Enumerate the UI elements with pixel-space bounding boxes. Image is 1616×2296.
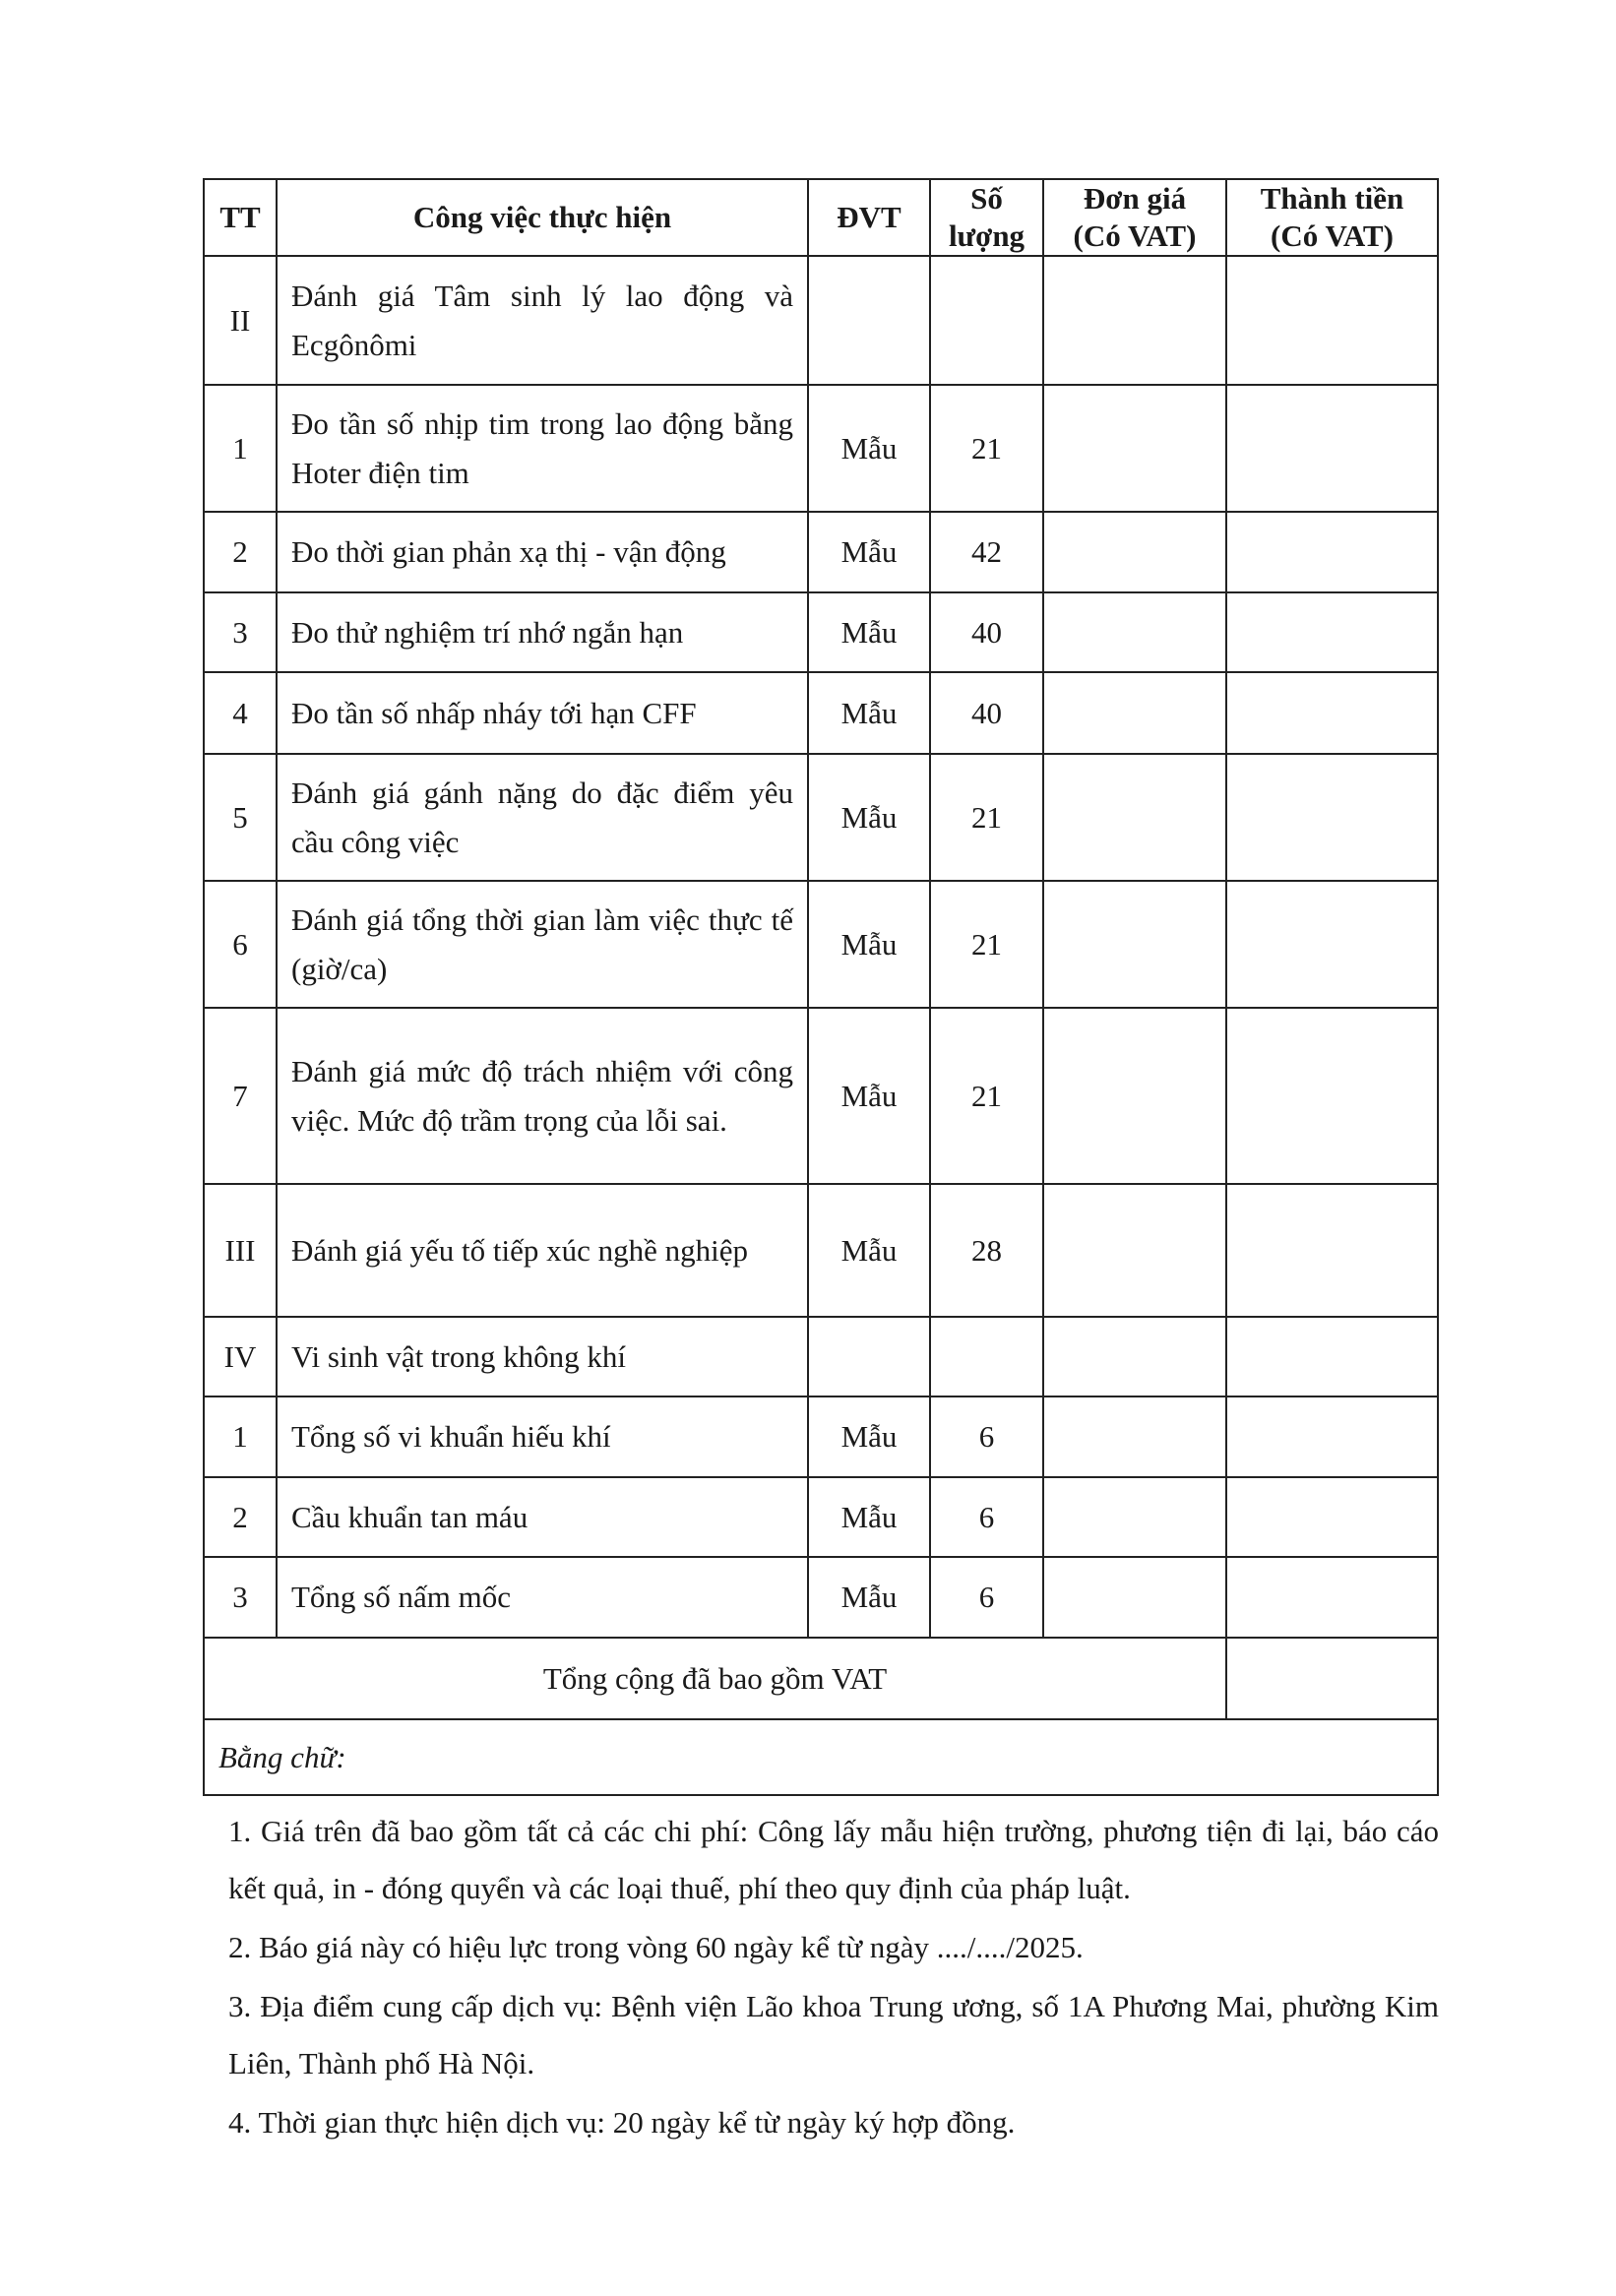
header-quantity: Số lượng xyxy=(930,179,1043,256)
row-amount xyxy=(1226,385,1438,512)
header-work: Công việc thực hiện xyxy=(277,179,808,256)
row-unit-price xyxy=(1043,1008,1226,1184)
row-quantity: 21 xyxy=(930,1008,1043,1184)
row-amount xyxy=(1226,256,1438,385)
row-unit-price xyxy=(1043,385,1226,512)
row-quantity: 6 xyxy=(930,1557,1043,1638)
table-header-row xyxy=(204,179,1438,256)
row-amount xyxy=(1226,1317,1438,1396)
row-dvt: Mẫu xyxy=(808,881,930,1008)
row-quantity: 21 xyxy=(930,754,1043,881)
row-unit-price xyxy=(1043,592,1226,672)
row-tt: 3 xyxy=(204,592,277,672)
row-amount xyxy=(1226,1184,1438,1317)
row-work: Đánh giá gánh nặng do đặc điểm yêu cầu công việc xyxy=(277,754,808,881)
row-quantity xyxy=(930,1317,1043,1396)
row-amount xyxy=(1226,881,1438,1008)
note-item: 4. Thời gian thực hiện dịch vụ: 20 ngày kể từ ngày ký hợp đồng. xyxy=(228,2105,1016,2140)
header-dvt: ĐVT xyxy=(808,179,930,256)
row-quantity: 6 xyxy=(930,1477,1043,1557)
row-tt: 2 xyxy=(204,1477,277,1557)
row-quantity: 21 xyxy=(930,385,1043,512)
table-row xyxy=(204,1008,1438,1184)
row-amount xyxy=(1226,592,1438,672)
row-work: Đo tần số nhịp tim trong lao động bằng Hoter điện tim xyxy=(277,385,808,512)
row-dvt: Mẫu xyxy=(808,1477,930,1557)
row-tt: 1 xyxy=(204,385,277,512)
table-row xyxy=(204,512,1438,592)
row-work: Đánh giá yếu tố tiếp xúc nghề nghiệp xyxy=(277,1184,808,1317)
table-row xyxy=(204,592,1438,672)
row-unit-price xyxy=(1043,881,1226,1008)
row-tt: II xyxy=(204,256,277,385)
total-row xyxy=(204,1638,1438,1719)
table-row xyxy=(204,881,1438,1008)
table-row xyxy=(204,1477,1438,1557)
total-label: Tổng cộng đã bao gồm VAT xyxy=(204,1638,1226,1719)
row-quantity xyxy=(930,256,1043,385)
row-work: Đánh giá Tâm sinh lý lao động và Ecgônômi xyxy=(277,256,808,385)
row-quantity: 28 xyxy=(930,1184,1043,1317)
table-row xyxy=(204,672,1438,754)
row-tt: 1 xyxy=(204,1396,277,1477)
row-work: Vi sinh vật trong không khí xyxy=(277,1317,808,1396)
row-amount xyxy=(1226,1477,1438,1557)
row-tt: 7 xyxy=(204,1008,277,1184)
row-work: Đánh giá mức độ trách nhiệm với công việc. Mức độ trầm trọng của lỗi sai. xyxy=(277,1008,808,1184)
row-quantity: 21 xyxy=(930,881,1043,1008)
in-words-row xyxy=(204,1719,1438,1795)
table-row xyxy=(204,1184,1438,1317)
row-work: Đánh giá tổng thời gian làm việc thực tế (giờ/ca) xyxy=(277,881,808,1008)
row-amount xyxy=(1226,1557,1438,1638)
row-amount xyxy=(1226,1396,1438,1477)
in-words-label: Bằng chữ: xyxy=(204,1719,1438,1795)
total-amount xyxy=(1226,1638,1438,1719)
row-amount xyxy=(1226,1008,1438,1184)
row-tt: 6 xyxy=(204,881,277,1008)
quotation-table xyxy=(203,178,1439,1796)
row-quantity: 42 xyxy=(930,512,1043,592)
header-unit-price: Đơn giá (Có VAT) xyxy=(1043,179,1226,256)
row-tt: III xyxy=(204,1184,277,1317)
row-amount xyxy=(1226,754,1438,881)
table-row xyxy=(204,256,1438,385)
table-row xyxy=(204,1317,1438,1396)
header-tt: TT xyxy=(204,179,277,256)
row-tt: 4 xyxy=(204,672,277,754)
note-item: 3. Địa điểm cung cấp dịch vụ: Bệnh viện Lão khoa Trung ương, số 1A Phương Mai, phường Kim Liên, Thành phố Hà Nội. xyxy=(228,1989,1439,2080)
row-tt: IV xyxy=(204,1317,277,1396)
row-work: Đo thời gian phản xạ thị - vận động xyxy=(277,512,808,592)
row-work: Cầu khuẩn tan máu xyxy=(277,1477,808,1557)
row-tt: 3 xyxy=(204,1557,277,1638)
row-unit-price xyxy=(1043,754,1226,881)
row-unit-price xyxy=(1043,1557,1226,1638)
row-unit-price xyxy=(1043,512,1226,592)
row-dvt: Mẫu xyxy=(808,592,930,672)
row-dvt: Mẫu xyxy=(808,512,930,592)
note-item: 1. Giá trên đã bao gồm tất cả các chi phí: Công lấy mẫu hiện trường, phương tiện đi lại, báo cáo kết quả, in - đóng quyển và các loại thuế, phí theo quy định của pháp luật. xyxy=(228,1814,1439,1905)
row-unit-price xyxy=(1043,1477,1226,1557)
row-work: Đo tần số nhấp nháy tới hạn CFF xyxy=(277,672,808,754)
row-dvt: Mẫu xyxy=(808,1396,930,1477)
row-amount xyxy=(1226,512,1438,592)
row-unit-price xyxy=(1043,1184,1226,1317)
row-dvt xyxy=(808,1317,930,1396)
row-dvt: Mẫu xyxy=(808,672,930,754)
row-quantity: 40 xyxy=(930,592,1043,672)
row-unit-price xyxy=(1043,1317,1226,1396)
row-quantity: 6 xyxy=(930,1396,1043,1477)
row-tt: 2 xyxy=(204,512,277,592)
row-work: Đo thử nghiệm trí nhớ ngắn hạn xyxy=(277,592,808,672)
table-row xyxy=(204,754,1438,881)
row-quantity: 40 xyxy=(930,672,1043,754)
table-row xyxy=(204,1396,1438,1477)
row-unit-price xyxy=(1043,1396,1226,1477)
row-dvt: Mẫu xyxy=(808,1008,930,1184)
row-dvt: Mẫu xyxy=(808,1557,930,1638)
notes-section xyxy=(228,1803,1439,2153)
row-dvt xyxy=(808,256,930,385)
row-amount xyxy=(1226,672,1438,754)
row-dvt: Mẫu xyxy=(808,754,930,881)
table-row xyxy=(204,385,1438,512)
row-work: Tổng số vi khuẩn hiếu khí xyxy=(277,1396,808,1477)
row-tt: 5 xyxy=(204,754,277,881)
row-work: Tổng số nấm mốc xyxy=(277,1557,808,1638)
row-dvt: Mẫu xyxy=(808,1184,930,1317)
row-unit-price xyxy=(1043,672,1226,754)
table-row xyxy=(204,1557,1438,1638)
header-amount: Thành tiền (Có VAT) xyxy=(1226,179,1438,256)
note-item: 2. Báo giá này có hiệu lực trong vòng 60 ngày kể từ ngày ..../..../2025. xyxy=(228,1930,1084,1964)
row-unit-price xyxy=(1043,256,1226,385)
row-dvt: Mẫu xyxy=(808,385,930,512)
